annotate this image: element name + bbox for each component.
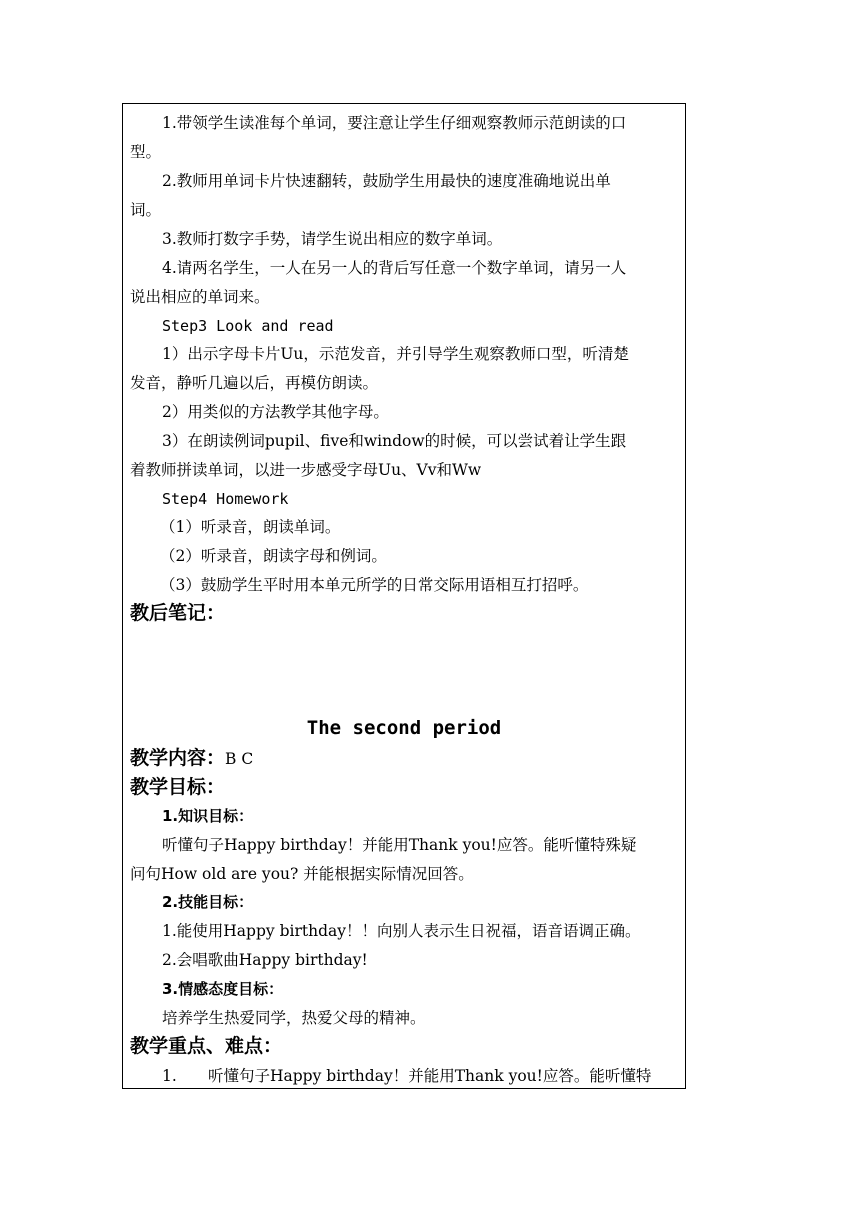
text-line: 4.请两名学生，一人在另一人的背后写任意一个数字单词，请另一人 — [162, 259, 627, 277]
notes-heading: 教后笔记： — [130, 602, 226, 624]
text-line: 说出相应的单词来。 — [130, 288, 270, 306]
skill-heading: 2.技能目标： — [162, 893, 254, 911]
content-label: 教学内容： — [130, 747, 226, 769]
text-line: 1.带领学生读准每个单词，要注意让学生仔细观察教师示范朗读的口 — [162, 114, 627, 132]
attitude-line: 培养学生热爱同学，热爱父母的精神。 — [162, 1009, 426, 1027]
text-line: 型。 — [130, 143, 162, 161]
text-line: （3）鼓励学生平时用本单元所学的日常交际用语相互打招呼。 — [160, 576, 589, 594]
text-line: 3.教师打数字手势，请学生说出相应的数字单词。 — [162, 230, 503, 248]
text-line: （2）听录音，朗读字母和例词。 — [160, 547, 387, 565]
skill-line: 2.会唱歌曲Happy birthday! — [162, 951, 368, 969]
period-title: The second period — [306, 717, 502, 739]
text-line: 发音，静听几遍以后，再模仿朗读。 — [130, 374, 379, 392]
text-line: 1）出示字母卡片Uu，示范发音，并引导学生观察教师口型，听清楚 — [162, 345, 629, 363]
lesson-table-cell — [122, 103, 686, 1089]
step-heading: Step3 Look and read — [162, 317, 334, 335]
knowledge-line: 问句How old are you? 并能根据实际情况回答。 — [130, 865, 474, 883]
goals-heading: 教学目标： — [130, 776, 226, 798]
knowledge-heading: 1.知识目标： — [162, 807, 254, 825]
text-line: （1）听录音，朗读单词。 — [160, 518, 341, 536]
text-line: 着教师拼读单词，以进一步感受字母Uu、Vv和Ww — [130, 461, 482, 479]
skill-line: 1.能使用Happy birthday！！向别人表示生日祝福，语音语调正确。 — [162, 922, 641, 940]
content-heading — [130, 746, 253, 771]
attitude-heading: 3.情感态度目标： — [162, 980, 284, 998]
text-line: 3）在朗读例词pupil、five和window的时候，可以尝试着让学生跟 — [162, 432, 627, 450]
text-line: 2）用类似的方法教学其他字母。 — [162, 403, 389, 421]
step-heading: Step4 Homework — [162, 490, 289, 508]
text-line: 词。 — [130, 201, 162, 219]
text-line: 2.教师用单词卡片快速翻转，鼓励学生用最快的速度准确地说出单 — [162, 172, 611, 190]
key-point-number: 1. — [162, 1067, 177, 1085]
knowledge-line: 听懂句子Happy birthday！并能用Thank you!应答。能听懂特殊疑 — [162, 836, 637, 854]
key-point-line: 听懂句子Happy birthday！并能用Thank you!应答。能听懂特 — [208, 1067, 652, 1085]
content-value: B C — [225, 750, 254, 768]
key-points-heading: 教学重点、难点： — [130, 1035, 283, 1057]
